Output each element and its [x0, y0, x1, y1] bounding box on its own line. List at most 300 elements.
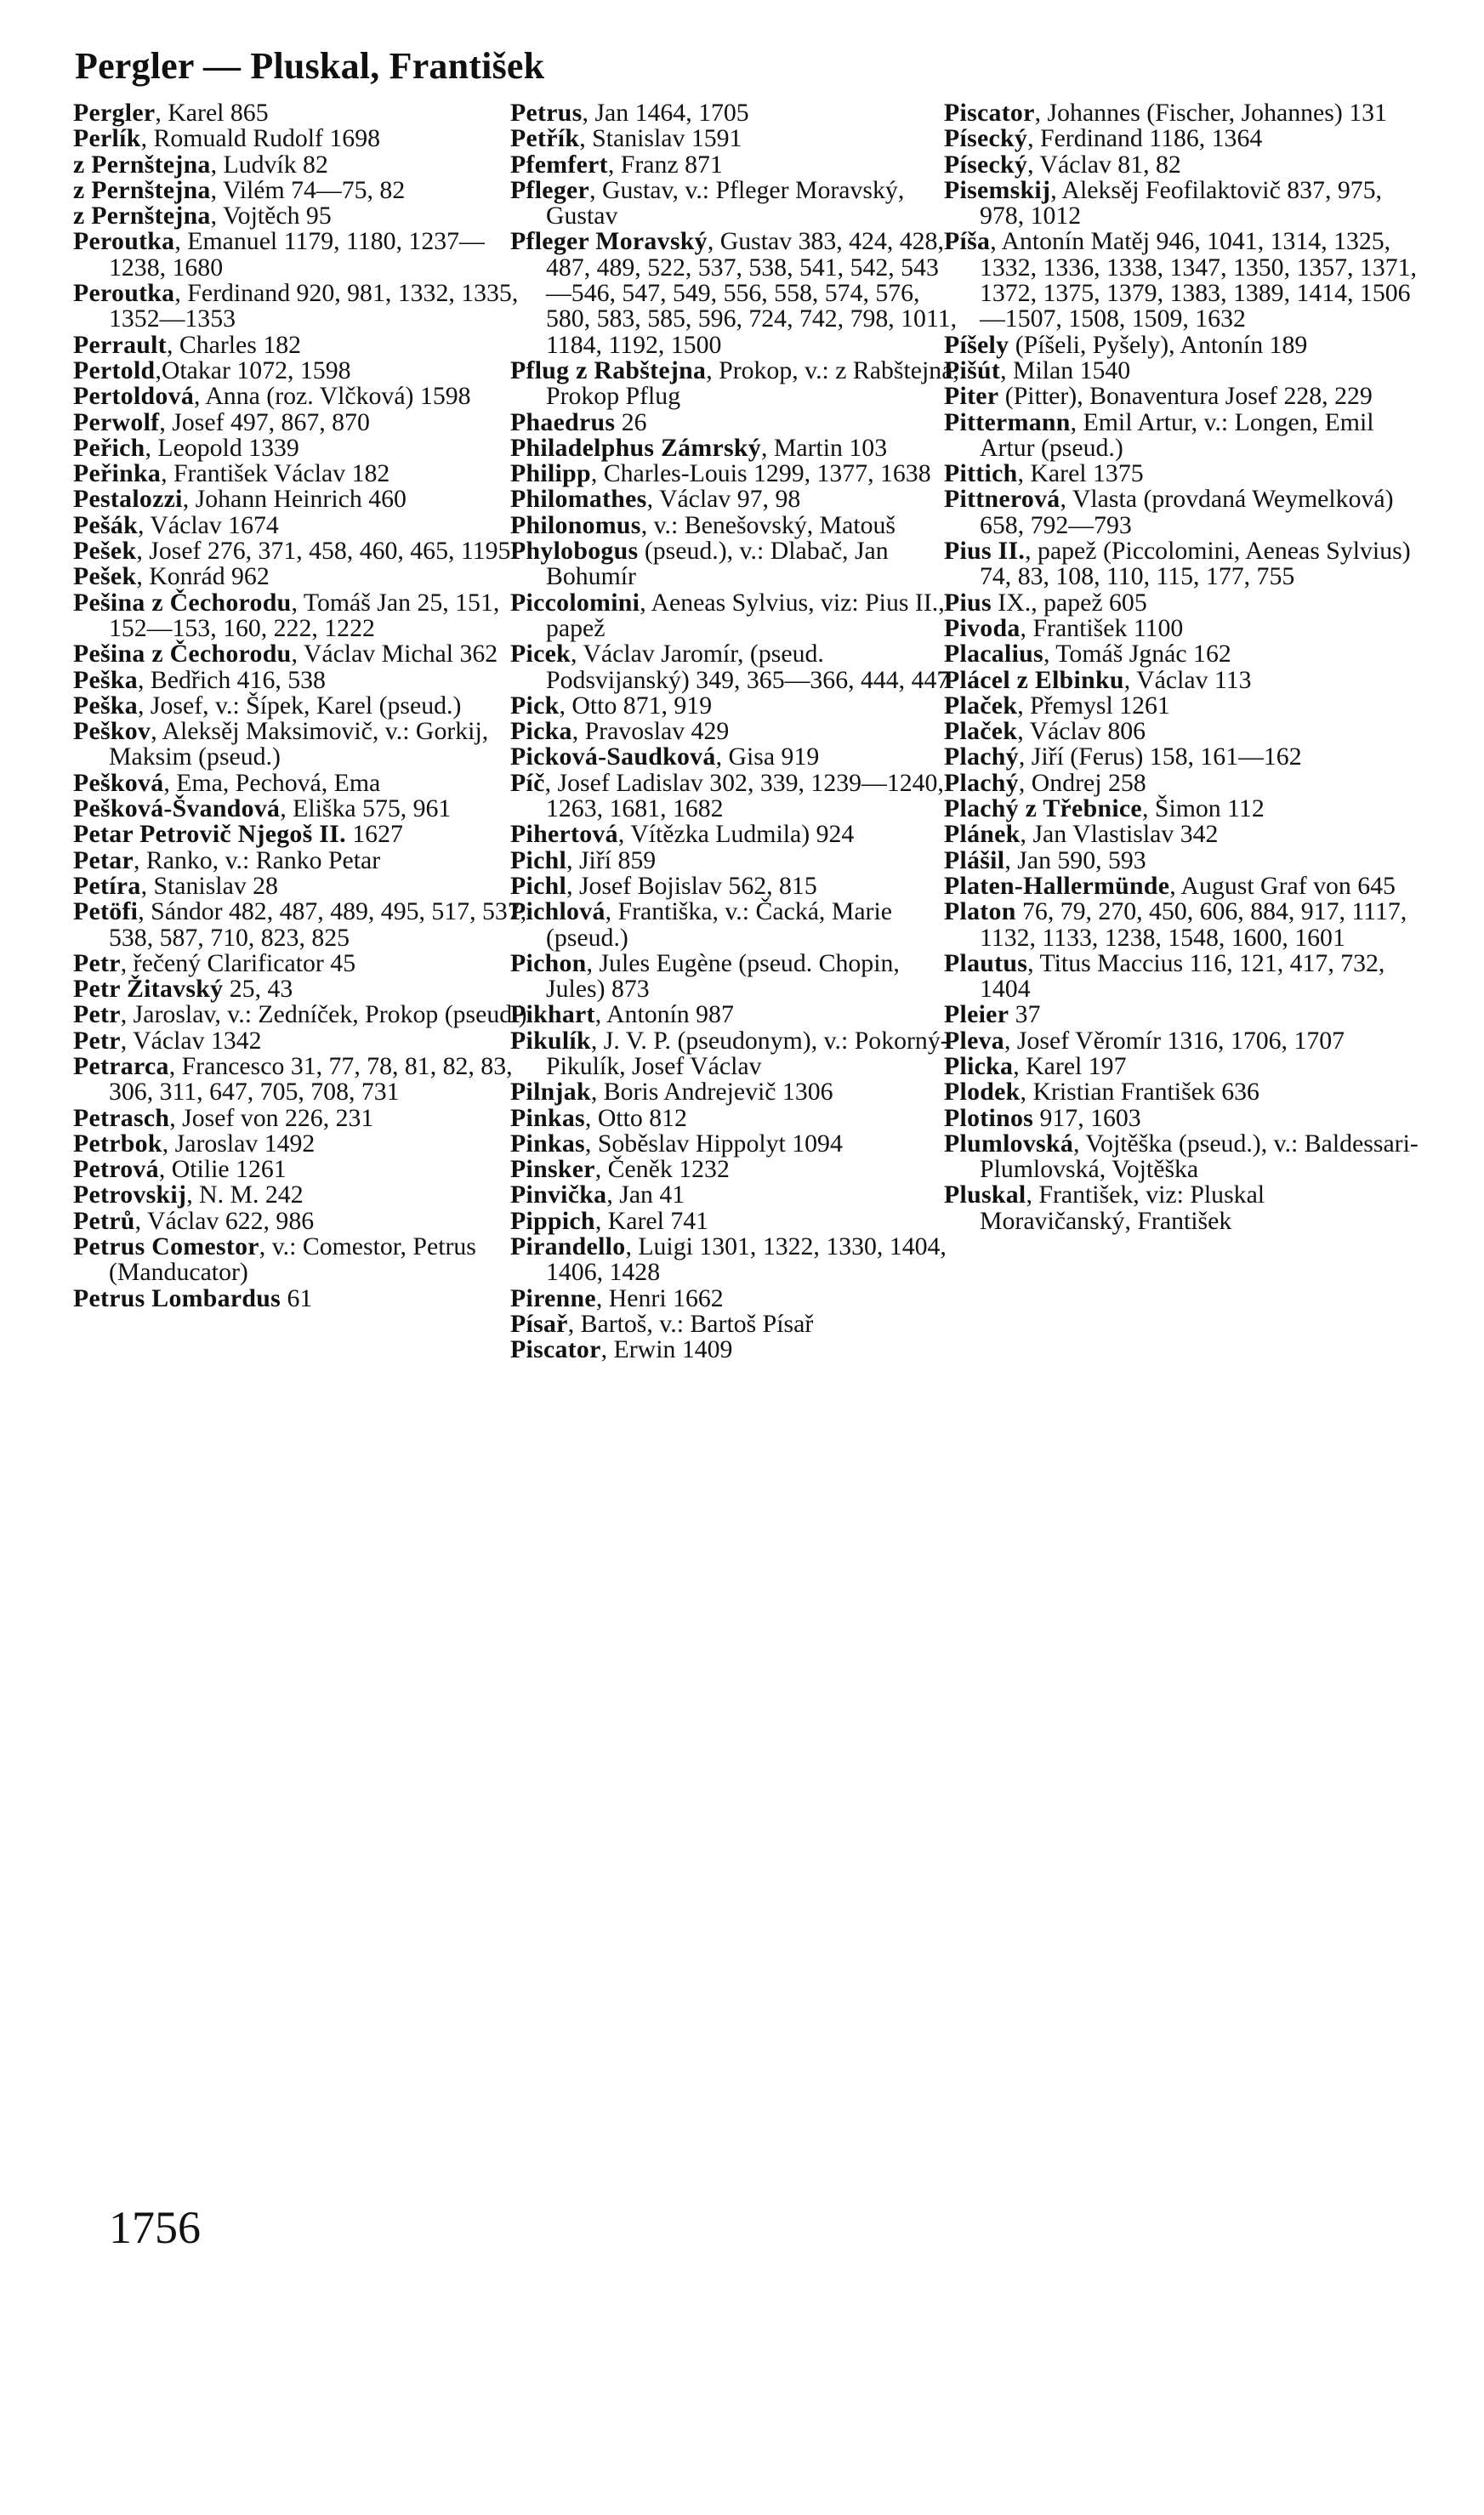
entry-text: , Emanuel 1179, 1180, 1237—1238, 1680	[109, 227, 485, 282]
entry-heading: Pichlová	[510, 897, 606, 926]
entry-heading: Petrarca	[73, 1051, 169, 1080]
index-entry	[73, 330, 527, 359]
entry-text: , Titus Maccius 116, 121, 417, 732, 1404	[980, 948, 1385, 1004]
index-entry	[510, 899, 961, 951]
index-entry	[944, 358, 1420, 384]
entry-text: ,Otakar 1072, 1598	[155, 356, 351, 384]
entry-text: , Josef Věromír 1316, 1706, 1707	[1004, 1026, 1345, 1055]
index-entry	[73, 358, 527, 384]
entry-heading: Pešina z Čechorodu	[73, 640, 292, 669]
entry-text: , Jules Eugène (pseud. Chopin, Jules) 873	[546, 948, 900, 1004]
entry-text: , Vítězka Ludmila) 924	[617, 820, 855, 849]
entry-text: , Josef von 226, 231	[169, 1103, 374, 1132]
entry-heading: Pichl	[510, 845, 567, 874]
entry-text: , Kristian František 636	[1020, 1078, 1259, 1107]
entry-text: (Pitter), Bonaventura Josef 228, 229	[998, 382, 1373, 411]
index-entry	[73, 100, 527, 126]
entry-text: , N. M. 242	[186, 1181, 304, 1209]
entry-heading: Plánek	[944, 820, 1021, 849]
entry-text: , Luigi 1301, 1322, 1330, 1404, 1406, 1428	[546, 1232, 947, 1287]
page-number: 1756	[109, 2202, 201, 2253]
entry-text: , Vlasta (provdaná Weymelková) 658, 792—793	[980, 485, 1394, 539]
entry-heading: Philipp	[510, 459, 591, 488]
index-entry	[73, 510, 527, 539]
entry-heading: Petrus Lombardus	[73, 1283, 281, 1312]
entry-heading: Pilnjak	[510, 1078, 591, 1107]
index-entry	[73, 538, 527, 564]
entry-heading: Placalius	[944, 640, 1043, 669]
entry-text: , Jaroslav, v.: Zedníček, Prokop (pseud.)	[120, 1000, 527, 1029]
entry-text: , Martin 103	[760, 433, 888, 462]
index-entry	[510, 693, 961, 719]
entry-text: , Karel 865	[155, 99, 269, 127]
index-entry	[510, 152, 961, 178]
index-entry	[73, 719, 527, 771]
entry-heading: Peška	[73, 665, 138, 694]
entry-heading: Pittnerová	[944, 485, 1060, 514]
page-header: Pergler — Pluskal, František	[75, 45, 545, 87]
entry-heading: Plachý	[944, 743, 1019, 771]
index-entry	[73, 152, 527, 178]
entry-heading: Pinkas	[510, 1103, 585, 1132]
entry-text: , Gustav, v.: Pfleger Moravský, Gustav	[546, 175, 905, 230]
entry-heading: Platen-Hallermünde	[944, 871, 1170, 900]
entry-text: , Romuald Rudolf 1698	[140, 124, 381, 153]
index-entry	[510, 435, 961, 461]
entry-heading: Pisemskij	[944, 175, 1051, 204]
index-entry	[510, 641, 961, 693]
index-column-3	[944, 100, 1420, 1234]
entry-heading: Pichon	[510, 948, 587, 977]
index-entry	[73, 822, 527, 847]
entry-heading: Philadelphus Zámrský	[510, 433, 761, 462]
entry-heading: Perrault	[73, 330, 167, 359]
entry-text: 917, 1603	[1033, 1103, 1141, 1132]
entry-heading: Petar	[73, 845, 134, 874]
entry-heading: Petrová	[73, 1155, 159, 1184]
entry-text: IX., papež 605	[991, 588, 1147, 617]
index-entry	[510, 175, 961, 230]
index-entry	[944, 1079, 1420, 1105]
index-entry	[73, 384, 527, 409]
entry-heading: Peřinka	[73, 459, 162, 488]
index-entry	[510, 1283, 961, 1312]
index-entry	[510, 1182, 961, 1208]
entry-heading: Píšely	[944, 330, 1009, 359]
index-entry	[510, 1002, 961, 1027]
entry-text: , Sándor 482, 487, 489, 495, 517, 537, 538, 587, 710, 823, 825	[109, 897, 527, 952]
entry-text: 76, 79, 270, 450, 606, 884, 917, 1117, 1132, 1133, 1238, 1548, 1600, 1601	[980, 897, 1407, 952]
entry-text: , Václav 622, 986	[134, 1206, 315, 1235]
entry-heading: z Pernštejna	[73, 150, 211, 179]
index-entry	[510, 822, 961, 847]
entry-heading: Pfleger	[510, 175, 590, 204]
entry-text: , Otto 871, 919	[559, 691, 713, 720]
entry-text: 37	[1009, 1000, 1041, 1029]
entry-text: , Gustav 383, 424, 428, 487, 489, 522, 537, 538, 541, 542, 543—546, 547, 549, 556, 558, 574, 576, 580, 583, 585, 596, 724, 742, 798, 1011, 1184, 1192, 1500	[546, 227, 958, 359]
index-entry	[944, 486, 1420, 538]
entry-heading: Pestalozzi	[73, 485, 183, 514]
entry-heading: Pirenne	[510, 1283, 596, 1312]
index-entry	[944, 1051, 1420, 1080]
entry-text: , Konrád 962	[136, 562, 270, 591]
index-entry	[73, 1206, 527, 1235]
entry-text: 25, 43	[223, 975, 293, 1004]
index-entry	[944, 126, 1420, 151]
index-entry	[510, 486, 961, 512]
entry-heading: Petöfi	[73, 897, 139, 926]
index-entry	[944, 1028, 1420, 1054]
entry-text: 1627	[345, 820, 403, 849]
entry-text: , Josef Ladislav 302, 339, 1239—1240, 1263, 1681, 1682	[544, 768, 944, 823]
index-entry	[944, 538, 1420, 590]
entry-heading: Picka	[510, 717, 572, 746]
entry-heading: Pinkas	[510, 1129, 585, 1158]
index-entry	[73, 1131, 527, 1157]
entry-heading: Petrasch	[73, 1103, 170, 1132]
entry-heading: Plodek	[944, 1078, 1021, 1107]
entry-heading: Piscator	[510, 1335, 601, 1364]
entry-heading: Pešina z Čechorodu	[73, 588, 292, 617]
index-entry	[510, 407, 961, 436]
index-entry	[510, 510, 961, 539]
entry-text: , Antonín 987	[594, 1000, 734, 1029]
index-entry	[944, 693, 1420, 719]
index-entry	[73, 845, 527, 874]
entry-heading: Piccolomini	[510, 588, 640, 617]
index-entry	[944, 873, 1420, 899]
entry-heading: Petar Petrovič Njegoš II.	[73, 820, 346, 849]
entry-text: , Václav 1342	[120, 1026, 262, 1055]
entry-heading: Pflug z Rabštejna	[510, 356, 707, 384]
index-entry	[73, 1182, 527, 1208]
entry-text: , Václav 1674	[138, 510, 279, 539]
entry-text: , Jan Vlastislav 342	[1020, 820, 1219, 849]
index-entry	[73, 486, 527, 512]
index-entry	[73, 1103, 527, 1132]
entry-text: , Pravoslav 429	[571, 717, 730, 746]
entry-text: , August Graf von 645	[1169, 871, 1396, 900]
entry-heading: Petrů	[73, 1206, 135, 1235]
entry-heading: Pluskal	[944, 1181, 1026, 1209]
entry-heading: Pertold	[73, 356, 156, 384]
entry-heading: Plautus	[944, 948, 1028, 977]
entry-text: , Jiří (Ferus) 158, 161—162	[1018, 743, 1302, 771]
entry-heading: Philonomus	[510, 510, 641, 539]
entry-text: , Tomáš Jan 25, 151, 152—153, 160, 222, 1222	[109, 588, 500, 642]
index-entry	[73, 564, 527, 589]
index-entry	[73, 1157, 527, 1182]
entry-text: , Václav Michal 362	[291, 640, 498, 669]
entry-heading: Pikhart	[510, 1000, 595, 1029]
entry-heading: Plácel z Elbinku	[944, 665, 1124, 694]
index-entry	[73, 948, 527, 977]
entry-heading: Philomathes	[510, 485, 647, 514]
entry-text: , Prokop, v.: z Rabštejna, Prokop Pflug	[546, 356, 959, 411]
index-entry	[73, 641, 527, 667]
entry-text: , Ferdinand 920, 981, 1332, 1335, 1352—1353	[109, 279, 519, 333]
entry-heading: Plachý z Třebnice	[944, 794, 1142, 823]
entry-heading: Pichl	[510, 871, 567, 900]
index-column-1	[73, 100, 527, 1312]
entry-text: (Píšeli, Pyšely), Antonín 189	[1009, 330, 1308, 359]
entry-text: , v.: Benešovský, Matouš	[640, 510, 896, 539]
index-entry	[510, 768, 961, 823]
entry-text: , František 1100	[1020, 613, 1184, 642]
entry-heading: Perlík	[73, 124, 141, 153]
index-entry	[944, 641, 1420, 667]
entry-text: , Stanislav 28	[140, 871, 278, 900]
entry-heading: Pius	[944, 588, 992, 617]
entry-heading: Písař	[510, 1309, 568, 1338]
entry-heading: Písecký	[944, 124, 1028, 153]
entry-text: , Franz 871	[607, 150, 723, 179]
entry-text: , Josef 497, 867, 870	[159, 407, 370, 436]
entry-text: , Václav Jaromír, (pseud. Podsvijanský) 349, 365—366, 444, 447	[546, 640, 950, 694]
entry-text: , v.: Comestor, Petrus (Manducator)	[109, 1232, 476, 1287]
index-entry	[944, 613, 1420, 642]
index-entry	[944, 719, 1420, 744]
entry-text: , Ludvík 82	[210, 150, 328, 179]
entry-heading: Pick	[510, 691, 560, 720]
index-entry	[944, 845, 1420, 874]
index-entry	[944, 899, 1420, 951]
index-entry	[510, 100, 961, 126]
entry-heading: Perwolf	[73, 407, 160, 436]
index-entry	[73, 873, 527, 899]
entry-text: , Soběslav Hippolyt 1094	[584, 1129, 843, 1158]
entry-text: , František Václav 182	[161, 459, 390, 488]
entry-text: , Václav 113	[1123, 665, 1252, 694]
index-column-2	[510, 100, 961, 1363]
entry-heading: Pfleger Moravský	[510, 227, 708, 256]
entry-heading: Piter	[944, 382, 999, 411]
entry-heading: Pešák	[73, 510, 138, 539]
index-entry	[73, 126, 527, 151]
index-entry	[944, 948, 1420, 1004]
entry-text: , Anna (roz. Vlčková) 1598	[194, 382, 471, 411]
index-entry	[944, 665, 1420, 694]
index-entry	[510, 358, 961, 410]
index-entry	[944, 229, 1420, 332]
index-entry	[73, 281, 527, 333]
entry-heading: Plotinos	[944, 1103, 1034, 1132]
index-entry	[944, 152, 1420, 178]
entry-text: , Aleksěj Maksimovič, v.: Gorkij, Maksim (pseud.)	[109, 717, 489, 771]
index-entry	[510, 1157, 961, 1182]
entry-text: , Ema, Pechová, Ema	[163, 768, 381, 797]
entry-heading: Pius II.	[944, 537, 1026, 566]
entry-text: , Leopold 1339	[145, 433, 299, 462]
entry-text: , Václav 81, 82	[1027, 150, 1181, 179]
index-entry	[944, 175, 1420, 230]
entry-heading: Plicka	[944, 1051, 1014, 1080]
entry-text: , Aleksěj Feofilaktovič 837, 975, 978, 1012	[980, 175, 1382, 230]
index-entry	[510, 873, 961, 899]
entry-text: , J. V. P. (pseudonym), v.: Pokorný-Pikulík, Josef Václav	[546, 1026, 949, 1080]
entry-heading: Petrovskij	[73, 1181, 187, 1209]
entry-text: , Erwin 1409	[600, 1335, 733, 1364]
entry-text: , Jan 1464, 1705	[582, 99, 749, 127]
entry-heading: Pertoldová	[73, 382, 195, 411]
entry-text: , Václav 97, 98	[646, 485, 801, 514]
entry-text: , Jan 590, 593	[1004, 845, 1146, 874]
index-entry	[73, 1002, 527, 1027]
index-entry	[73, 693, 527, 719]
index-entry	[510, 126, 961, 151]
entry-heading: z Pernštejna	[73, 202, 211, 230]
index-entry	[510, 1337, 961, 1363]
entry-heading: Pleva	[944, 1026, 1005, 1055]
entry-heading: Petrbok	[73, 1129, 162, 1158]
entry-text: , Charles 182	[166, 330, 302, 359]
entry-heading: Peška	[73, 691, 138, 720]
entry-text: , papež (Piccolomini, Aeneas Sylvius) 74, 83, 108, 110, 115, 177, 755	[980, 537, 1411, 591]
entry-text: , Antonín Matěj 946, 1041, 1314, 1325, 1332, 1336, 1338, 1347, 1350, 1357, 1371, 1372, 1375, 1379, 1383, 1389, 1414, 1506—1507, 1508, 1509, 1632	[980, 227, 1417, 333]
index-entry	[510, 1206, 961, 1235]
entry-heading: Pittermann	[944, 407, 1071, 436]
index-entry	[73, 796, 527, 822]
index-entry	[510, 538, 961, 590]
entry-text: , Gisa 919	[715, 743, 820, 771]
index-entry	[73, 1234, 527, 1286]
entry-text: , Vojtěch 95	[210, 202, 332, 230]
entry-text: , Přemysl 1261	[1017, 691, 1170, 720]
index-entry	[944, 1182, 1420, 1234]
entry-heading: Peroutka	[73, 227, 175, 256]
index-entry	[510, 845, 961, 874]
entry-heading: Pergler	[73, 99, 156, 127]
index-entry	[510, 744, 961, 770]
entry-text: , Vojtěška (pseud.), v.: Baldessari-Plumlovská, Vojtěška	[980, 1129, 1419, 1184]
index-entry	[510, 1028, 961, 1080]
index-entry	[510, 1079, 961, 1105]
entry-heading: Petřík	[510, 124, 580, 153]
entry-heading: Pfemfert	[510, 150, 608, 179]
index-entry	[944, 407, 1420, 462]
entry-text: , Otto 812	[584, 1103, 687, 1132]
index-entry	[73, 435, 527, 461]
entry-heading: Peškov	[73, 717, 151, 746]
index-entry	[73, 407, 527, 436]
entry-heading: Plaček	[944, 717, 1018, 746]
entry-text: , Karel 1375	[1017, 459, 1144, 488]
entry-heading: Pešek	[73, 537, 137, 566]
entry-heading: Pišút	[944, 356, 1001, 384]
index-entry	[510, 1131, 961, 1157]
entry-text: , Francesco 31, 77, 78, 81, 82, 83, 306, 311, 647, 705, 708, 731	[109, 1051, 513, 1107]
index-entry	[944, 1131, 1420, 1183]
entry-text: , Josef 276, 371, 458, 460, 465, 1195	[136, 537, 511, 566]
index-entry	[510, 1103, 961, 1132]
entry-text: , Ferdinand 1186, 1364	[1027, 124, 1263, 153]
entry-heading: Pirandello	[510, 1232, 626, 1261]
index-entry	[944, 100, 1420, 126]
index-entry	[73, 1028, 527, 1054]
entry-text: , Karel 741	[594, 1206, 709, 1235]
entry-text: , Boris Andrejevič 1306	[590, 1078, 833, 1107]
entry-text: , Václav 806	[1017, 717, 1146, 746]
entry-heading: Píč	[510, 768, 545, 797]
entry-heading: Petíra	[73, 871, 141, 900]
entry-text: , Henri 1662	[595, 1283, 724, 1312]
entry-heading: Petrus Comestor	[73, 1232, 259, 1261]
entry-heading: Picková-Saudková	[510, 743, 716, 771]
entry-text: , Čeněk 1232	[594, 1155, 730, 1184]
entry-heading: Petrus	[510, 99, 583, 127]
entry-text: , Stanislav 1591	[579, 124, 742, 153]
entry-heading: Pippich	[510, 1206, 595, 1235]
entry-heading: Pinvička	[510, 1181, 607, 1209]
index-entry	[944, 590, 1420, 616]
index-entry	[510, 590, 961, 642]
index-entry	[510, 948, 961, 1004]
index-entry	[73, 665, 527, 694]
entry-heading: Platon	[944, 897, 1016, 926]
entry-text: , Ondrej 258	[1018, 768, 1146, 797]
entry-text: , Emil Artur, v.: Longen, Emil Artur (pseud.)	[980, 407, 1374, 462]
entry-heading: Piscator	[944, 99, 1035, 127]
index-entry	[73, 768, 527, 797]
entry-heading: Pikulík	[510, 1026, 591, 1055]
entry-text: , František, viz: Pluskal Moravičanský, František	[980, 1181, 1265, 1235]
index-entry	[73, 229, 527, 281]
index-entry	[944, 768, 1420, 797]
entry-heading: Pešková	[73, 768, 164, 797]
index-entry	[73, 590, 527, 642]
entry-text: , Tomáš Jgnác 162	[1043, 640, 1231, 669]
entry-heading: Pihertová	[510, 820, 618, 849]
index-entry	[944, 1103, 1420, 1132]
index-entry	[944, 384, 1420, 409]
entry-heading: Petr Žitavský	[73, 975, 224, 1004]
entry-heading: Pleier	[944, 1000, 1009, 1029]
entry-heading: Plumlovská	[944, 1129, 1074, 1158]
entry-heading: Plachý	[944, 768, 1019, 797]
index-entry	[73, 1051, 527, 1107]
index-entry	[73, 203, 527, 229]
entry-heading: Phylobogus	[510, 537, 639, 566]
entry-text: , Eliška 575, 961	[280, 794, 452, 823]
index-entry	[73, 461, 527, 486]
entry-heading: Petr	[73, 1000, 121, 1029]
index-entry	[944, 1002, 1420, 1027]
index-entry	[944, 744, 1420, 770]
entry-text: 61	[281, 1283, 313, 1312]
entry-heading: Pittich	[944, 459, 1018, 488]
entry-heading: Picek	[510, 640, 571, 669]
entry-text: , Vilém 74—75, 82	[210, 175, 406, 204]
entry-text: , Josef Bojislav 562, 815	[566, 871, 817, 900]
index-entry	[944, 822, 1420, 847]
entry-heading: Písecký	[944, 150, 1028, 179]
entry-text: , Otilie 1261	[158, 1155, 287, 1184]
index-entry	[73, 175, 527, 204]
index-entry	[73, 899, 527, 951]
entry-heading: Petr	[73, 948, 121, 977]
entry-text: 26	[615, 407, 647, 436]
index-entry	[73, 1283, 527, 1312]
entry-heading: Pešek	[73, 562, 137, 591]
entry-heading: Píša	[944, 227, 991, 256]
entry-heading: z Pernštejna	[73, 175, 211, 204]
index-entry	[944, 330, 1420, 359]
entry-text: , Bedřich 416, 538	[138, 665, 326, 694]
entry-text: , Ranko, v.: Ranko Petar	[133, 845, 381, 874]
index-entry	[510, 1234, 961, 1286]
entry-text: , Karel 197	[1013, 1051, 1127, 1080]
entry-heading: Pešková-Švandová	[73, 794, 281, 823]
